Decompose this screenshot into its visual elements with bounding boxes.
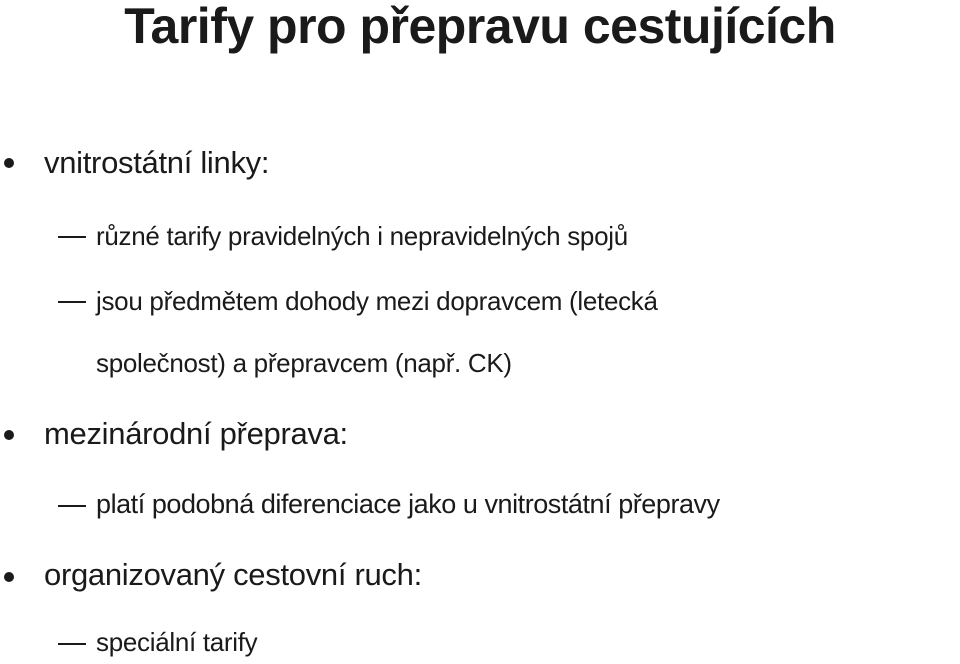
- dash-icon: [58, 236, 86, 238]
- bullet-organizovany-cestovni-ruch: organizovaný cestovní ruch:: [44, 557, 422, 592]
- slide-title: Tarify pro přepravu cestujících: [124, 0, 836, 54]
- bullet-vnitrostatni-linky: vnitrostátní linky:: [44, 145, 270, 180]
- subitem-predmetem-dohody: jsou předmětem dohody mezi dopravcem (letecká: [96, 286, 658, 316]
- subitem-ruzne-tarify: různé tarify pravidelných i nepravidelných spojů: [96, 221, 628, 251]
- bullet-dot: [4, 572, 14, 582]
- dash-icon: [58, 643, 86, 645]
- dash-icon: [58, 505, 86, 507]
- subitem-specialni-tarify: speciální tarify: [96, 627, 258, 657]
- dash-icon: [58, 301, 86, 303]
- bullet-mezinarodni-preprava: mezinárodní přeprava:: [44, 416, 348, 451]
- bullet-dot: [4, 158, 14, 168]
- subitem-podobna-diferenciace: platí podobná diferenciace jako u vnitrostátní přepravy: [96, 489, 720, 519]
- bullet-dot: [4, 430, 14, 440]
- subitem-predmetem-dohody-continued: společnost) a přepravcem (např. CK): [96, 348, 512, 378]
